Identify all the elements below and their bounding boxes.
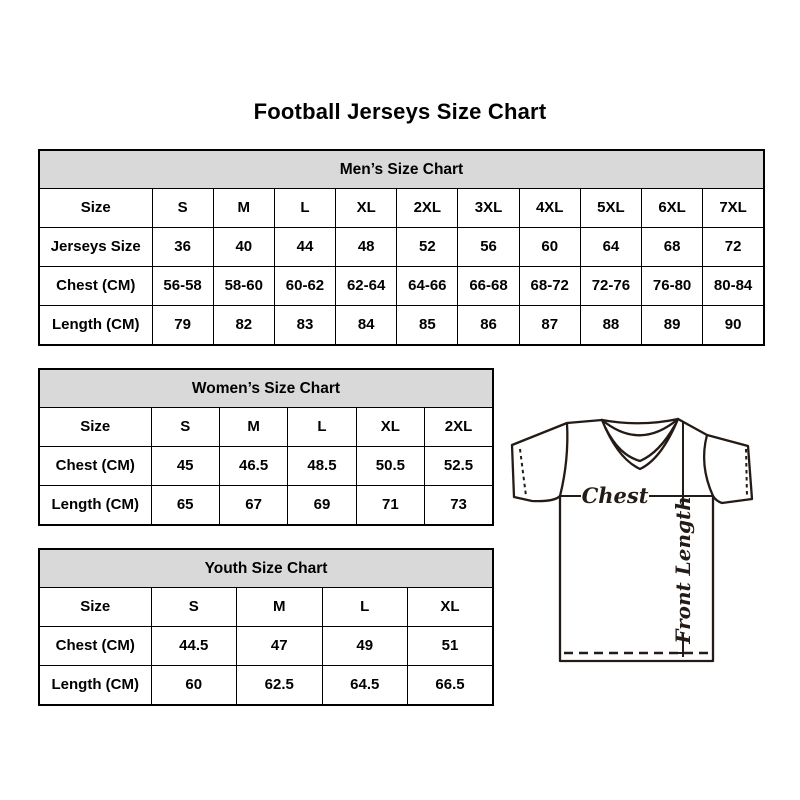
size-value-cell: 62-64 xyxy=(336,267,397,306)
size-value-cell: M xyxy=(213,189,274,228)
size-value-cell: 44.5 xyxy=(151,627,237,666)
size-value-cell: 85 xyxy=(397,306,458,346)
row-label: Length (CM) xyxy=(39,306,152,346)
row-label: Size xyxy=(39,408,151,447)
left-cuff-stitch xyxy=(520,449,526,496)
size-value-cell: 79 xyxy=(152,306,213,346)
size-value-cell: 4XL xyxy=(519,189,580,228)
size-value-cell: XL xyxy=(336,189,397,228)
row-label: Jerseys Size xyxy=(39,228,152,267)
size-value-cell: 40 xyxy=(213,228,274,267)
size-value-cell: M xyxy=(237,588,323,627)
size-value-cell: L xyxy=(274,189,335,228)
size-value-cell: 2XL xyxy=(397,189,458,228)
size-value-cell: 67 xyxy=(219,486,287,526)
table-title: Women’s Size Chart xyxy=(39,369,493,408)
size-value-cell: 47 xyxy=(237,627,323,666)
size-value-cell: 2XL xyxy=(425,408,493,447)
size-value-cell: 68-72 xyxy=(519,267,580,306)
size-value-cell: 52 xyxy=(397,228,458,267)
table-title: Youth Size Chart xyxy=(39,549,493,588)
page-title: Football Jerseys Size Chart xyxy=(253,99,547,124)
size-value-cell: 71 xyxy=(356,486,424,526)
size-value-cell: S xyxy=(151,408,219,447)
size-value-cell: 64.5 xyxy=(322,666,408,706)
size-value-cell: 66.5 xyxy=(408,666,494,706)
size-value-cell: 51 xyxy=(408,627,494,666)
size-value-cell: 50.5 xyxy=(356,447,424,486)
size-value-cell: 89 xyxy=(642,306,703,346)
table-row xyxy=(39,588,493,627)
size-value-cell: 44 xyxy=(274,228,335,267)
size-value-cell: 86 xyxy=(458,306,519,346)
size-value-cell: 49 xyxy=(322,627,408,666)
size-value-cell: 56-58 xyxy=(152,267,213,306)
size-value-cell: 84 xyxy=(336,306,397,346)
left-armhole-seam xyxy=(560,423,567,496)
size-value-cell: 73 xyxy=(425,486,493,526)
collar-inner-v xyxy=(605,425,675,461)
size-value-cell: S xyxy=(152,189,213,228)
table-row xyxy=(39,627,493,666)
size-value-cell: 80-84 xyxy=(703,267,764,306)
jersey-measurement-diagram xyxy=(505,405,770,670)
size-value-cell: 62.5 xyxy=(237,666,323,706)
size-value-cell: 48.5 xyxy=(288,447,356,486)
size-value-cell: XL xyxy=(408,588,494,627)
size-value-cell: 5XL xyxy=(580,189,641,228)
size-value-cell: 90 xyxy=(703,306,764,346)
table-row xyxy=(39,228,764,267)
size-value-cell: 87 xyxy=(519,306,580,346)
size-value-cell: 60 xyxy=(151,666,237,706)
jersey-outline-shape xyxy=(512,419,752,661)
size-value-cell: L xyxy=(288,408,356,447)
table-row xyxy=(39,486,493,526)
size-value-cell: 82 xyxy=(213,306,274,346)
table-title: Men’s Size Chart xyxy=(39,150,764,189)
table-row xyxy=(39,447,493,486)
size-value-cell: L xyxy=(322,588,408,627)
row-label: Chest (CM) xyxy=(39,267,152,306)
size-value-cell: 48 xyxy=(336,228,397,267)
size-value-cell: 72 xyxy=(703,228,764,267)
size-value-cell: 60 xyxy=(519,228,580,267)
size-value-cell: 83 xyxy=(274,306,335,346)
chest-label: Chest xyxy=(581,483,649,508)
size-value-cell: 68 xyxy=(642,228,703,267)
size-value-cell: 64-66 xyxy=(397,267,458,306)
size-value-cell: 69 xyxy=(288,486,356,526)
womens-size-table xyxy=(38,368,494,526)
size-value-cell: 52.5 xyxy=(425,447,493,486)
size-value-cell: S xyxy=(151,588,237,627)
size-value-cell: M xyxy=(219,408,287,447)
row-label: Size xyxy=(39,588,151,627)
size-value-cell: 56 xyxy=(458,228,519,267)
size-value-cell: XL xyxy=(356,408,424,447)
row-label: Chest (CM) xyxy=(39,627,151,666)
size-value-cell: 58-60 xyxy=(213,267,274,306)
size-value-cell: 7XL xyxy=(703,189,764,228)
front-length-label: Front Length xyxy=(671,496,695,644)
row-label: Chest (CM) xyxy=(39,447,151,486)
right-armhole-seam xyxy=(704,435,713,496)
size-value-cell: 3XL xyxy=(458,189,519,228)
size-value-cell: 45 xyxy=(151,447,219,486)
table-row xyxy=(39,267,764,306)
table-row xyxy=(39,189,764,228)
row-label: Length (CM) xyxy=(39,666,151,706)
size-value-cell: 6XL xyxy=(642,189,703,228)
table-row xyxy=(39,408,493,447)
size-value-cell: 66-68 xyxy=(458,267,519,306)
table-row xyxy=(39,306,764,346)
youth-size-table xyxy=(38,548,494,706)
size-value-cell: 64 xyxy=(580,228,641,267)
size-value-cell: 72-76 xyxy=(580,267,641,306)
size-value-cell: 76-80 xyxy=(642,267,703,306)
row-label: Size xyxy=(39,189,152,228)
size-value-cell: 36 xyxy=(152,228,213,267)
size-value-cell: 65 xyxy=(151,486,219,526)
right-cuff-stitch xyxy=(746,449,747,497)
table-row xyxy=(39,666,493,706)
size-value-cell: 88 xyxy=(580,306,641,346)
row-label: Length (CM) xyxy=(39,486,151,526)
mens-size-table xyxy=(38,149,765,346)
size-value-cell: 60-62 xyxy=(274,267,335,306)
size-value-cell: 46.5 xyxy=(219,447,287,486)
